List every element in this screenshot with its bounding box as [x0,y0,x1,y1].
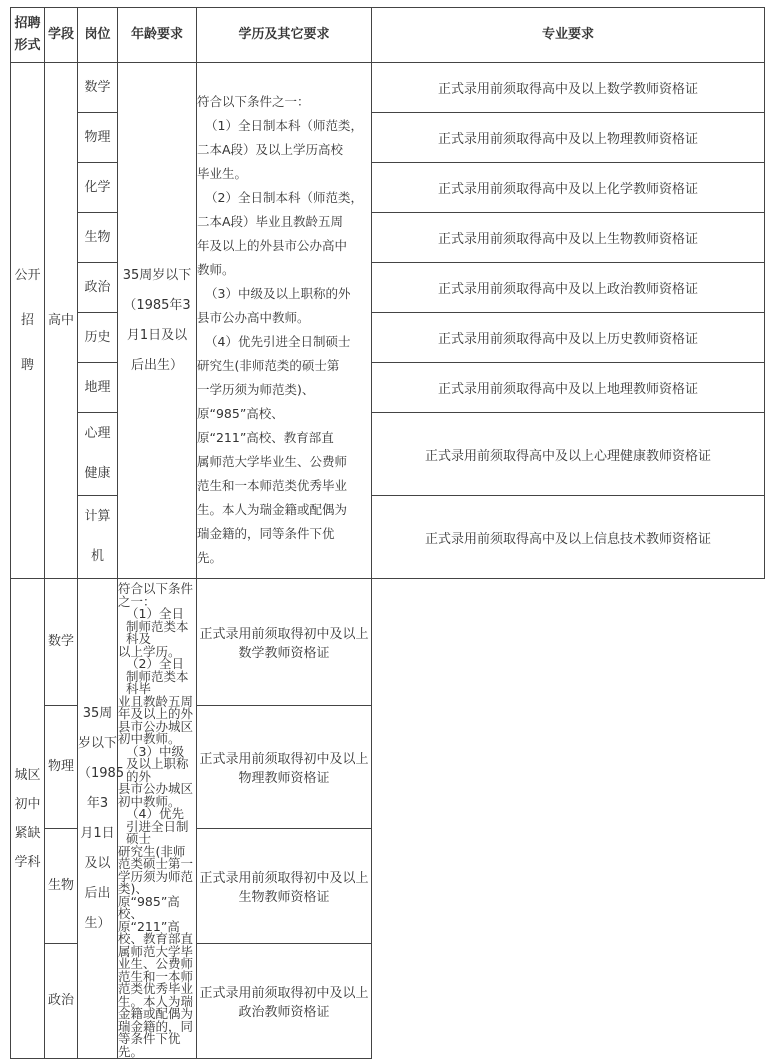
position-text: 化学 [84,179,111,195]
education-line: （4）优先引进全日制硕士 [205,333,351,349]
table-row [11,579,765,706]
high-school-section [11,63,765,579]
education-line: 瑞金籍的，同等条件下优 [118,1018,194,1046]
major-cell: 正式录用前须取得初中及以上生物教师资格证 [197,828,372,943]
age-cell [118,63,197,579]
major-cell: 正式录用前须取得初中及以上政治教师资格证 [197,943,372,1058]
education-line: 生。本人为瑞金籍或配偶为 [197,501,348,517]
major-cell: 正式录用前须取得高中及以上历史教师资格证 [372,313,765,363]
header-education: 学历及其它要求 [197,8,372,63]
position-text: 生物 [47,877,74,893]
position-cell [78,263,118,313]
education-line: 毕业生。 [197,165,248,181]
junior-high-section [11,579,765,1059]
education-line: 县市公办城区初中教师。 [118,781,194,809]
position-text: 计算 [84,509,111,524]
education-line: （1）全日制师范类本科及 [126,606,189,646]
header-major: 专业要求 [372,8,765,63]
position-cell [45,828,78,943]
education-line: 原“211”高校、教育部直 [197,429,334,445]
education-line: （4）优先引进全日制硕士 [126,806,189,846]
education-line: 瑞金籍的，同等条件下优 [197,525,335,541]
position-cell [45,943,78,1058]
position-cell [78,113,118,163]
table-row [11,63,765,113]
recruit-form-text: 招 [20,313,34,328]
position-text: 政治 [84,279,111,295]
major-cell: 正式录用前须取得初中及以上物理教师资格证 [197,705,372,828]
header-stage: 学段 [45,8,78,63]
position-text: 历史 [84,329,111,345]
education-line: 原“985”高校、 [197,405,284,421]
position-cell [78,213,118,263]
position-text: 数学 [84,79,111,95]
stage-text: 紧缺 [14,825,41,841]
stage-cell [11,579,45,1059]
major-cell: 正式录用前须取得高中及以上生物教师资格证 [372,213,765,263]
header-row [11,8,765,63]
age-text: 月1日及以 [80,825,115,871]
education-line: 学历须为师范类)、 [118,868,194,896]
major-cell: 正式录用前须取得高中及以上信息技术教师资格证 [372,496,765,579]
education-cell [118,579,197,1059]
position-cell [78,313,118,363]
education-line: 范生和一本师范类优秀毕业 [118,968,194,996]
position-text: 政治 [47,992,74,1008]
major-cell: 正式录用前须取得初中及以上数学教师资格证 [197,579,372,706]
education-line: （3）中级及以上职称的外 [205,285,351,301]
education-line: 范生和一本师范类优秀毕业 [197,477,348,493]
major-cell: 正式录用前须取得高中及以上心理健康教师资格证 [372,413,765,496]
education-line: 二本A段）及以上学历高校 [197,141,344,157]
education-line: 属师范大学毕业生、公费师 [118,943,194,971]
recruit-form-cell [11,63,45,579]
education-line: 先。 [197,549,223,565]
education-line: （1）全日制本科（师范类， [205,117,363,133]
education-line: 符合以下条件之一： [197,93,310,109]
education-line: 研究生(非师范类的硕士第 [197,357,340,373]
education-line: 教师。 [197,261,235,277]
recruitment-table [10,7,765,1059]
position-text: 数学 [47,633,74,649]
age-cell [78,579,125,1059]
header-position: 岗位 [78,8,118,63]
age-text: 后出生） [84,885,111,931]
education-line: 符合以下条件之一： [118,581,194,609]
header-form: 招聘形式 [11,8,45,63]
education-line: 县市公办高中教师。 [197,309,310,325]
position-text: 地理 [84,379,111,395]
recruit-form-text: 公开 [14,268,41,283]
position-cell [45,579,78,706]
position-cell [78,496,118,579]
position-text: 机 [90,549,104,564]
education-line: 以上学历。 [118,643,181,659]
stage-text: 初中 [14,796,41,812]
education-line: 原“985”高校、 [118,893,180,921]
education-line: 原“211”高校、教育部直 [118,918,194,946]
education-text-block [118,579,196,1058]
position-cell [78,63,118,113]
position-text: 物理 [84,129,111,145]
major-cell: 正式录用前须取得高中及以上化学教师资格证 [372,163,765,213]
stage-text: 学科 [14,854,41,870]
position-text: 物理 [47,758,74,774]
age-text: （1985年3 [123,297,191,313]
major-cell: 正式录用前须取得高中及以上数学教师资格证 [372,63,765,113]
position-text: 生物 [84,229,111,245]
education-line: 属师范大学毕业生、公费师 [197,453,348,469]
education-line: （3）中级及以上职称的外 [126,743,189,784]
education-cell [197,63,372,579]
education-line: 业且教龄五周年及以上的外 [118,693,194,721]
age-text: 月1日及以 [126,327,188,343]
age-text: 35周岁以下 [122,267,192,283]
education-line: 年及以上的外县市公办高中 [197,237,348,253]
stage-text: 城区 [14,767,41,783]
education-line: 二本A段）毕业且教龄五周 [197,213,344,229]
position-cell [45,705,78,828]
education-line: 先。 [118,1043,144,1059]
education-line: （2）全日制师范类本科毕 [126,656,189,696]
recruit-form-text: 聘 [20,358,34,373]
header-age: 年龄要求 [118,8,197,63]
education-text-block [197,72,371,570]
major-cell: 正式录用前须取得高中及以上地理教师资格证 [372,363,765,413]
education-line: （2）全日制本科（师范类， [205,189,363,205]
education-line: 县市公办城区初中教师。 [118,718,194,746]
position-cell [78,363,118,413]
position-cell [78,163,118,213]
age-text: （1985年3 [78,765,125,811]
position-text: 健康 [84,466,111,481]
education-line: 生。本人为瑞金籍或配偶为 [118,993,194,1021]
age-text: 后出生） [130,357,183,373]
position-text: 心理 [84,426,111,441]
education-line: 研究生(非师范类硕士第一 [118,843,194,871]
education-line: 一学历须为师范类)、 [197,381,315,397]
position-cell [78,413,118,496]
major-cell: 正式录用前须取得高中及以上物理教师资格证 [372,113,765,163]
stage-cell: 高中 [45,63,78,579]
major-cell: 正式录用前须取得高中及以上政治教师资格证 [372,263,765,313]
age-text: 35周岁以下 [78,705,118,751]
